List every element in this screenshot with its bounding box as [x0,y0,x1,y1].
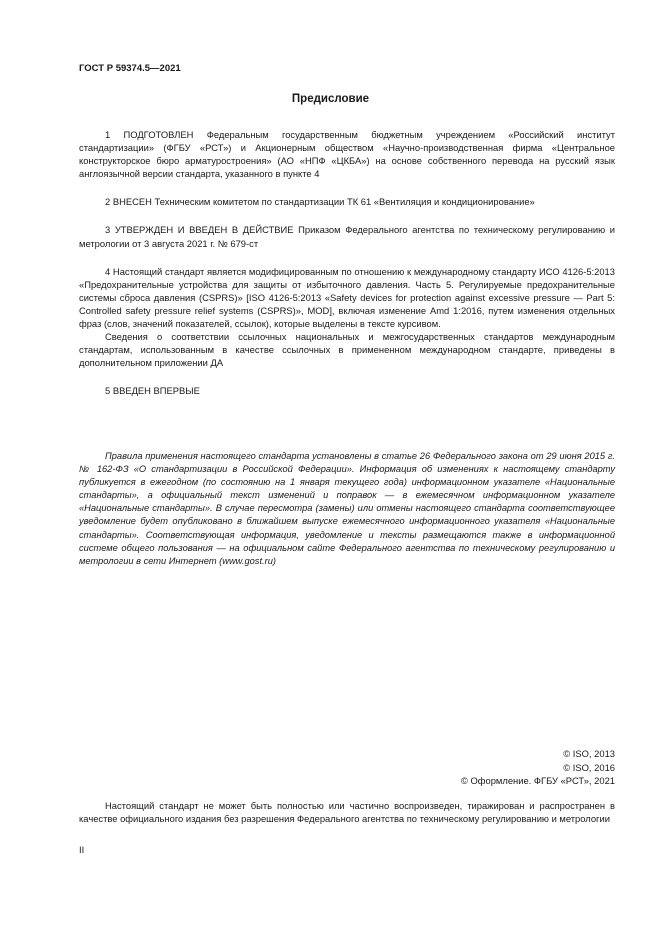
copyright-line: © ISO, 2016 [563,761,615,773]
standard-code: ГОСТ Р 59374.5—2021 [79,63,181,74]
preface-items [79,128,615,398]
info-text: Правила применения настоящего стандарта установлены в статье 26 Федерального закона от 29 июня 2015 г. № 162-ФЗ «О стандартизации в Российской Федерации». Информация об изменениях к настоящему стандарту публикуется в ежегодном (по состоянию на 1 января текущего года) информационном указателе «Национальные стандарты», а официальный текст изменений и поправок — в ежемесячном информационном указателе «Национальные стандарты». В случае пересмотра (замены) или отмены настоящего стандарта соответствующее уведомление будет опубликовано в ближайшем выпуске ежемесячного информационного указателя «Национальные стандарты». Соответствующая информация, уведомление и тексты размещаются также в информационной системе общего пользования — на официальном сайте Федерального агентства по техническому регулированию и метрологии в сети Интернет (www.gost.ru) [79,451,615,566]
info-block [79,450,615,568]
preface-item-3: 3 УТВЕРЖДЕН И ВВЕДЕН В ДЕЙСТВИЕ Приказом Федерального агентства по техническому регулированию и метрологии от 3 августа 2021 г. № 679-ст [79,224,615,249]
preface-item-5: 5 ВВЕДЕН ВПЕРВЫЕ [105,385,200,397]
preface-item-1: 1 ПОДГОТОВЛЕН Федеральным государственным бюджетным учреждением «Российский институт стандартизации» (ФГБУ «РСТ») и Акционерным обществом «Научно-производственная фирма «Центральное конструкторское бюро арматуростроения» (АО «НПФ «ЦКБА») на основе собственного перевода на русский язык англоязычной версии стандарта, указанного в пункте 4 [79,129,615,180]
page-title: Предисловие [291,93,370,105]
copyright-block [461,747,615,788]
preface-item-4: 4 Настоящий стандарт является модифицированным по отношению к международному стандарту ИСО 4126-5:2013 «Предохранительные устройства для защиты от избыточного давления. Часть 5. Регулируемые предохранительные системы сброса давления (CSPRS)» [ISO 4126-5:2013 «Safety devices for protection against excessive pressure — Part 5: Controlled safety pressure relief systems (CSPRS)», MOD], включая изменение Amd 1:2016, путем изменения отдельных фраз (слов, значений показателей, ссылок), которые выделены в тексте курсивом. [79,265,615,330]
preface-item-2: 2 ВНЕСЕН Техническим комитетом по стандартизации ТК 61 «Вентиляция и кондиционирование» [105,196,535,208]
page-number: II [79,844,85,855]
preface-item-4-note: Сведения о соответствии ссылочных национальных и межгосударственных стандартов международным стандартам, использованным в качестве ссылочных в примененном международном стандарте, приведены в дополнительном приложении ДА [79,331,615,369]
copyright-line: © ISO, 2013 [563,748,615,759]
copyright-line: © Оформление. ФГБУ «РСТ», 2021 [460,775,615,787]
notice-text: Настоящий стандарт не может быть полностью или частично воспроизведен, тиражирован и распространен в качестве официального издания без разрешения Федерального агентства по техническому регулированию и метрологии [79,800,615,825]
reproduction-notice [79,799,615,825]
